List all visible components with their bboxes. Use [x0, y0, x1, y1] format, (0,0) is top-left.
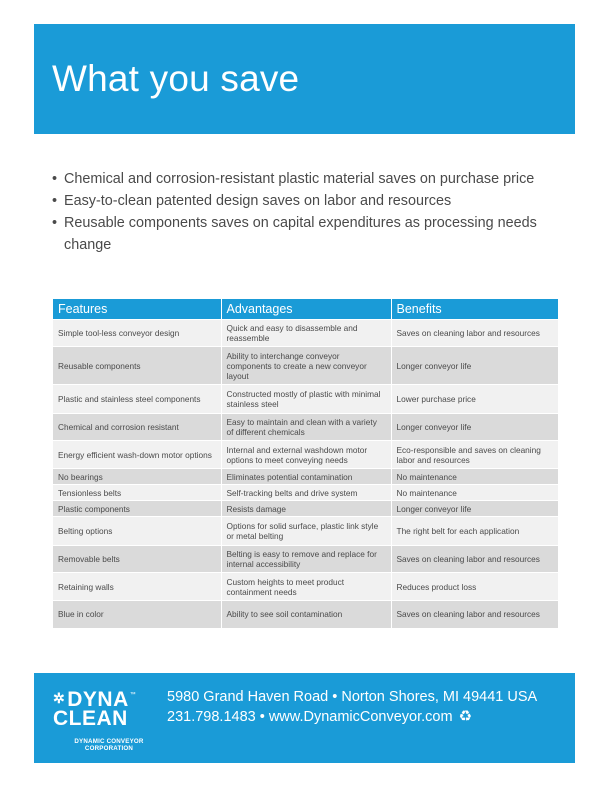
advantage-cell: Ability to interchange conveyor components to create a new conveyor layout — [221, 347, 391, 385]
table-row — [53, 414, 558, 441]
footer-banner — [34, 673, 575, 763]
table-row — [53, 573, 558, 601]
table-row — [53, 546, 558, 573]
advantage-cell: Self-tracking belts and drive system — [221, 485, 391, 501]
company-address: 5980 Grand Haven Road • Norton Shores, MI 49441 USA — [167, 689, 538, 705]
table-row — [53, 517, 558, 546]
header-banner — [34, 24, 575, 134]
advantage-cell: Quick and easy to disassemble and reassemble — [221, 320, 391, 347]
advantage-cell: Easy to maintain and clean with a variety of different chemicals — [221, 414, 391, 441]
advantage-cell: Constructed mostly of plastic with minimal stainless steel — [221, 385, 391, 414]
benefit-cell: Saves on cleaning labor and resources — [391, 546, 558, 573]
feature-cell: Energy efficient wash-down motor options — [53, 441, 221, 469]
savings-bullet-list — [52, 168, 552, 256]
bullet-item: • Reusable components saves on capital expenditures as processing needs change — [52, 212, 552, 256]
company-contact: 231.798.1483 • www.DynamicConveyor.com — [167, 709, 453, 725]
benefit-cell: Lower purchase price — [391, 385, 558, 414]
benefit-cell: Eco-responsible and saves on cleaning labor and resources — [391, 441, 558, 469]
benefit-cell: No maintenance — [391, 485, 558, 501]
advantage-cell: Custom heights to meet product containment needs — [221, 573, 391, 601]
feature-cell: Belting options — [53, 517, 221, 546]
table-row — [53, 385, 558, 414]
feature-cell: No bearings — [53, 469, 221, 485]
page-title: What you save — [52, 58, 300, 99]
benefit-cell: No maintenance — [391, 469, 558, 485]
advantage-cell: Options for solid surface, plastic link style or metal belting — [221, 517, 391, 546]
feature-cell: Simple tool-less conveyor design — [53, 320, 221, 347]
feature-cell: Tensionless belts — [53, 485, 221, 501]
advantage-cell: Resists damage — [221, 501, 391, 517]
bullet-item: • Chemical and corrosion-resistant plastic material saves on purchase price — [52, 168, 552, 190]
table-row — [53, 601, 558, 628]
feature-cell: Retaining walls — [53, 573, 221, 601]
feature-cell: Chemical and corrosion resistant — [53, 414, 221, 441]
bullet-item: • Easy-to-clean patented design saves on labor and resources — [52, 190, 552, 212]
advantage-cell: Belting is easy to remove and replace for internal accessibility — [221, 546, 391, 573]
benefit-cell: Saves on cleaning labor and resources — [391, 601, 558, 628]
benefit-cell: Saves on cleaning labor and resources — [391, 320, 558, 347]
advantage-cell: Internal and external washdown motor options to meet conveying needs — [221, 441, 391, 469]
features-table — [53, 299, 558, 628]
recycle-icon: ♻ — [458, 708, 473, 725]
feature-cell: Reusable components — [53, 347, 221, 385]
table-row — [53, 441, 558, 469]
dynaclean-logo: ✲DYNA™ CLEAN DYNAMIC CONVEYOR CORPORATION — [53, 688, 144, 752]
column-header-benefits: Benefits — [391, 299, 558, 320]
table-row — [53, 501, 558, 517]
benefit-cell: Longer conveyor life — [391, 347, 558, 385]
feature-cell: Plastic and stainless steel components — [53, 385, 221, 414]
column-header-features: Features — [53, 299, 221, 320]
advantage-cell: Ability to see soil contamination — [221, 601, 391, 628]
column-header-advantages: Advantages — [221, 299, 391, 320]
table-row — [53, 320, 558, 347]
benefit-cell: The right belt for each application — [391, 517, 558, 546]
table-row — [53, 485, 558, 501]
benefit-cell: Longer conveyor life — [391, 414, 558, 441]
advantage-cell: Eliminates potential contamination — [221, 469, 391, 485]
feature-cell: Blue in color — [53, 601, 221, 628]
starburst-icon: ✲ — [53, 690, 66, 706]
table-row — [53, 469, 558, 485]
benefit-cell: Reduces product loss — [391, 573, 558, 601]
table-row — [53, 347, 558, 385]
feature-cell: Plastic components — [53, 501, 221, 517]
feature-cell: Removable belts — [53, 546, 221, 573]
table-header-row — [53, 299, 558, 320]
benefit-cell: Longer conveyor life — [391, 501, 558, 517]
